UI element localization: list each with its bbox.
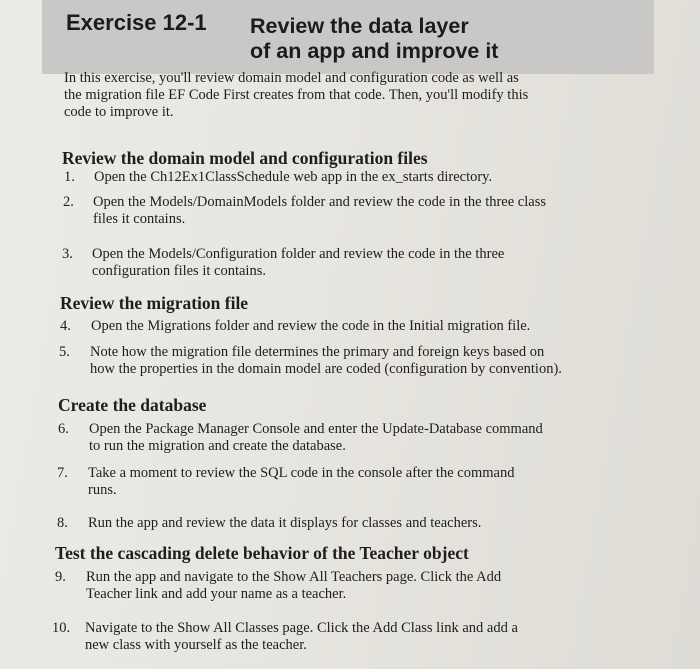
step-text: Open the Package Manager Console and enter the Update-Database command — [89, 421, 543, 437]
step-number: 4. — [60, 318, 71, 334]
step-text: Run the app and navigate to the Show All Teachers page. Click the Add — [86, 569, 502, 585]
intro-line: code to improve it. — [64, 104, 174, 120]
step-text: runs. — [88, 482, 117, 498]
step-number: 1. — [64, 169, 75, 185]
section-heading: Review the migration file — [60, 293, 249, 313]
step-text: how the properties in the domain model are coded (configuration by convention). — [90, 361, 562, 377]
section-heading: Create the database — [58, 395, 207, 415]
step-text: Navigate to the Show All Classes page. Click the Add Class link and add a — [85, 620, 518, 636]
exercise-title-line: of an app and improve it — [250, 39, 499, 63]
step-number: 6. — [58, 421, 69, 437]
step-text: to run the migration and create the database. — [89, 438, 346, 454]
step-text: Open the Models/Configuration folder and review the code in the three — [92, 246, 505, 262]
step-number: 10. — [52, 620, 71, 636]
intro-paragraph — [64, 70, 634, 121]
exercise-title — [250, 14, 498, 64]
step-text: Take a moment to review the SQL code in the console after the command — [88, 465, 515, 481]
step-number: 3. — [62, 246, 73, 262]
step-number: 5. — [59, 344, 70, 360]
step-text: Open the Ch12Ex1ClassSchedule web app in the ex_starts directory. — [94, 169, 493, 185]
exercise-title-line: Review the data layer — [250, 14, 469, 38]
step-number: 2. — [63, 194, 74, 210]
step-text: Teacher link and add your name as a teacher. — [86, 586, 347, 602]
intro-line: In this exercise, you'll review domain model and configuration code as well as — [64, 70, 519, 86]
step-number: 7. — [57, 465, 68, 481]
step-text: files it contains. — [93, 211, 186, 227]
section-heading: Test the cascading delete behavior of the Teacher object — [55, 543, 469, 563]
step-text: new class with yourself as the teacher. — [85, 637, 307, 653]
step-text: Open the Migrations folder and review the code in the Initial migration file. — [91, 318, 531, 334]
step-text: configuration files it contains. — [92, 263, 266, 279]
exercise-number: Exercise 12-1 — [66, 10, 207, 35]
step-text: Run the app and review the data it displays for classes and teachers. — [88, 515, 482, 531]
step-text: Open the Models/DomainModels folder and review the code in the three class — [93, 194, 546, 210]
intro-line: the migration file EF Code First creates from that code. Then, you'll modify this — [64, 87, 529, 103]
step-text: Note how the migration file determines the primary and foreign keys based on — [90, 344, 545, 360]
step-number: 8. — [57, 515, 68, 531]
section-heading: Review the domain model and configuration files — [62, 148, 428, 168]
step-number: 9. — [55, 569, 66, 585]
